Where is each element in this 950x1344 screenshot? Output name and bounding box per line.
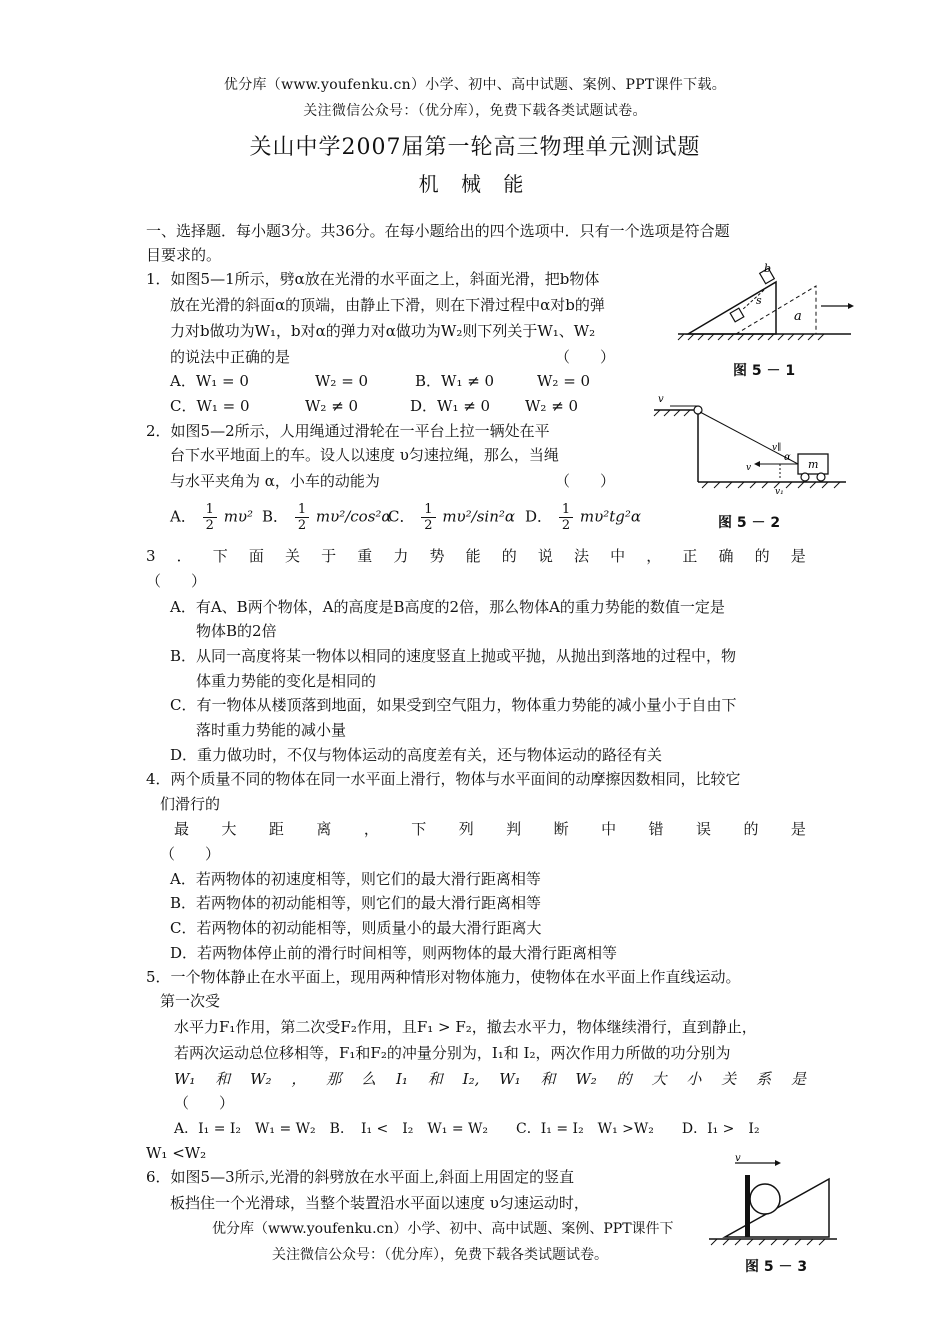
- q1-option-b-w2: W₂ = 0: [537, 372, 591, 390]
- q1-line-4: 的说法中正确的是: [170, 348, 291, 366]
- footer-line-1: 优分库（www.youfenku.cn）小学、初中、高中试题、案例、PPT课件下: [212, 1221, 674, 1237]
- q6-line-1: 6．如图5—3所示,光滑的斜劈放在水平面上,斜面上用固定的竖直: [146, 1168, 575, 1186]
- figure-5-3-label: 图 5 － 3: [745, 1259, 808, 1275]
- q5-options-tail: W₁ <W₂: [146, 1144, 207, 1162]
- q5-line-1: 5．一个物体静止在水平面上，现用两种情形对物体施力，使物体在水平面上作直线运动。: [146, 968, 741, 986]
- fig1-label-a: a: [794, 309, 802, 324]
- q5-line-2: 第一次受: [160, 992, 221, 1010]
- q1-answer-paren: （ ）: [555, 348, 616, 366]
- fig2-wheel-right: [817, 473, 825, 481]
- figure-5-3: [705, 1155, 845, 1255]
- q5-stem: W₁ 和 W₂ ， 那 么 I₁ 和 I₂, W₁ 和 W₂ 的 大 小 关 系 是: [174, 1070, 806, 1088]
- q3-option-d: D．重力做功时，不仅与物体运动的高度差有关，还与物体运动的路径有关: [170, 746, 663, 764]
- q4-option-b: B．若两物体的初动能相等，则它们的最大滑行距离相等: [170, 894, 542, 912]
- fig2-velocity-arrow: [754, 461, 760, 467]
- header-line-1: 优分库（www.youfenku.cn）小学、初中、高中试题、案例、PPT课件下载。: [223, 77, 727, 93]
- section-instructions-1: 一、选择题．每小题3分。共36分。在每小题给出的四个选项中．只有一个选项是符合题: [146, 222, 730, 240]
- q1-option-c-w2: W₂ ≠ 0: [305, 397, 359, 415]
- q1-option-d: D．W₁ ≠ 0: [410, 397, 491, 415]
- fig2-label-v-horizontal: v: [746, 463, 752, 473]
- q3-option-a-1: A．有A、B两个物体，A的高度是B高度的2倍，那么物体A的重力势能的数值一定是: [170, 598, 725, 616]
- q5-options: A．I₁ = I₂ W₁ = W₂ B． I₁ < I₂ W₁ = W₂ C．I₁ = I₂ W₁ >W₂ D．I₁ > I₂: [174, 1121, 760, 1137]
- q5-line-3: 水平力F₁作用，第二次受F₂作用，且F₁ > F₂，撤去水平力，物体继续滑行，直到静止，: [174, 1018, 757, 1036]
- fig2-ground-hatch: [702, 482, 840, 488]
- fig2-label-v-parallel: v∥: [772, 443, 782, 453]
- fig3-board: [745, 1175, 750, 1237]
- q1-line-3: 力对b做功为W₁，b对α的弹力对α做功为W₂则下列关于W₁、W₂: [170, 322, 596, 340]
- header-line-2: 关注微信公众号：（优分库），免费下载各类试题试卷。: [303, 103, 647, 119]
- fig3-ball: [750, 1184, 780, 1214]
- fig2-label-m: m: [808, 458, 819, 471]
- fig1-label-s: s: [756, 294, 762, 307]
- q4-line-1: 4．两个质量不同的物体在同一水平面上滑行，物体与水平面间的动摩擦因数相同，比较它: [146, 770, 741, 788]
- q6-line-2: 板挡住一个光滑球，当整个装置沿水平面以速度 υ匀速运动时，: [170, 1194, 589, 1212]
- page-title: 关山中学2007届第一轮高三物理单元测试题: [249, 135, 701, 160]
- fig2-platform-hatch: [654, 410, 690, 416]
- q2-line-3: 与水平夹角为 α，小车的动能为: [170, 472, 380, 490]
- q1-option-a-w2: W₂ = 0: [315, 372, 369, 390]
- q2-option-c: C． $\frac{1}{2}$ mυ²/sin²α: [388, 502, 516, 533]
- q1-option-b: B．W₁ ≠ 0: [415, 372, 495, 390]
- q3-option-c-1: C．有一物体从楼顶落到地面，如果受到空气阻力，物体重力势能的减小量小于自由下: [170, 696, 737, 714]
- fig3-ground-hatch: [711, 1239, 825, 1245]
- q4-line-2: 们滑行的: [160, 795, 221, 813]
- q1-line-1: 1．如图5—1所示，劈α放在光滑的水平面之上，斜面光滑，把b物体: [146, 270, 600, 288]
- fig2-label-alpha: α: [784, 452, 791, 463]
- section-instructions-2: 目要求的。: [146, 246, 222, 264]
- q2-option-b: B． $\frac{1}{2}$ mυ²/cos²α: [262, 502, 392, 533]
- q2-option-d: D． $\frac{1}{2}$ mυ²tg²α: [525, 502, 642, 533]
- fig3-label-v: v: [735, 1155, 741, 1164]
- q3-answer-paren: （ ）: [146, 572, 207, 590]
- q1-option-a: A．W₁ = 0: [170, 372, 249, 390]
- figure-5-1: [676, 262, 856, 342]
- q1-option-c: C．W₁ = 0: [170, 397, 250, 415]
- figure-5-1-label: 图 5 － 1: [733, 363, 796, 379]
- fig1-ground-hatch: [678, 334, 824, 340]
- q4-stem: 最 大 距 离 ， 下 列 判 断 中 错 误 的 是: [174, 820, 806, 838]
- q2-option-a: A． $\frac{1}{2}$ mυ²: [170, 502, 254, 533]
- q3-option-b-2: 体重力势能的变化是相同的: [196, 672, 377, 690]
- fig3-velocity-arrow: [775, 1160, 781, 1166]
- q2-line-1: 2．如图5—2所示，人用绳通过滑轮在一平台上拉一辆处在平: [146, 422, 550, 440]
- fig1-arrow-head: [848, 303, 854, 309]
- q4-option-c: C．若两物体的初动能相等，则质量小的最大滑行距离大: [170, 919, 542, 937]
- q3-stem: 3 ． 下 面 关 于 重 力 势 能 的 说 法 中 ， 正 确 的 是: [146, 547, 806, 565]
- q4-option-d: D．若两物体停止前的滑行时间相等，则两物体的最大滑行距离相等: [170, 944, 618, 962]
- q4-answer-paren: （ ）: [160, 845, 221, 863]
- figure-5-2-label: 图 5 － 2: [718, 515, 781, 531]
- fig1-label-b: b: [764, 262, 772, 275]
- q3-option-c-2: 落时重力势能的减小量: [196, 721, 347, 739]
- q1-option-d-w2: W₂ ≠ 0: [525, 397, 579, 415]
- q2-line-2: 台下水平地面上的车。设人以速度 υ匀速拉绳，那么，当绳: [170, 446, 559, 464]
- fig1-wedge: [688, 282, 776, 334]
- fig2-label-v: v: [658, 394, 664, 405]
- q1-line-2: 放在光滑的斜面α的顶端，由静止下滑，则在下滑过程中α对b的弹: [170, 296, 605, 314]
- fig1-block-bottom: [730, 308, 744, 322]
- q2-answer-paren: （ ）: [555, 472, 616, 490]
- q4-option-a: A．若两物体的初速度相等，则它们的最大滑行距离相等: [170, 870, 541, 888]
- fig2-label-v1: v₁: [775, 487, 784, 497]
- q5-line-4: 若两次运动总位移相等，F₁和F₂的冲量分别为，I₁和 I₂，两次作用力所做的功分别为: [174, 1044, 731, 1062]
- figure-5-2: [650, 390, 850, 500]
- q5-answer-paren: （ ）: [174, 1094, 235, 1112]
- footer-line-2: 关注微信公众号：（优分库），免费下载各类试题试卷。: [272, 1247, 608, 1263]
- fig2-wheel-left: [801, 473, 809, 481]
- q3-option-a-2: 物体B的2倍: [196, 622, 277, 640]
- q3-option-b-1: B．从同一高度将某一物体以相同的速度竖直上抛或平抛，从抛出到落地的过程中，物: [170, 647, 737, 665]
- page-subtitle: 机 械 能: [418, 172, 532, 196]
